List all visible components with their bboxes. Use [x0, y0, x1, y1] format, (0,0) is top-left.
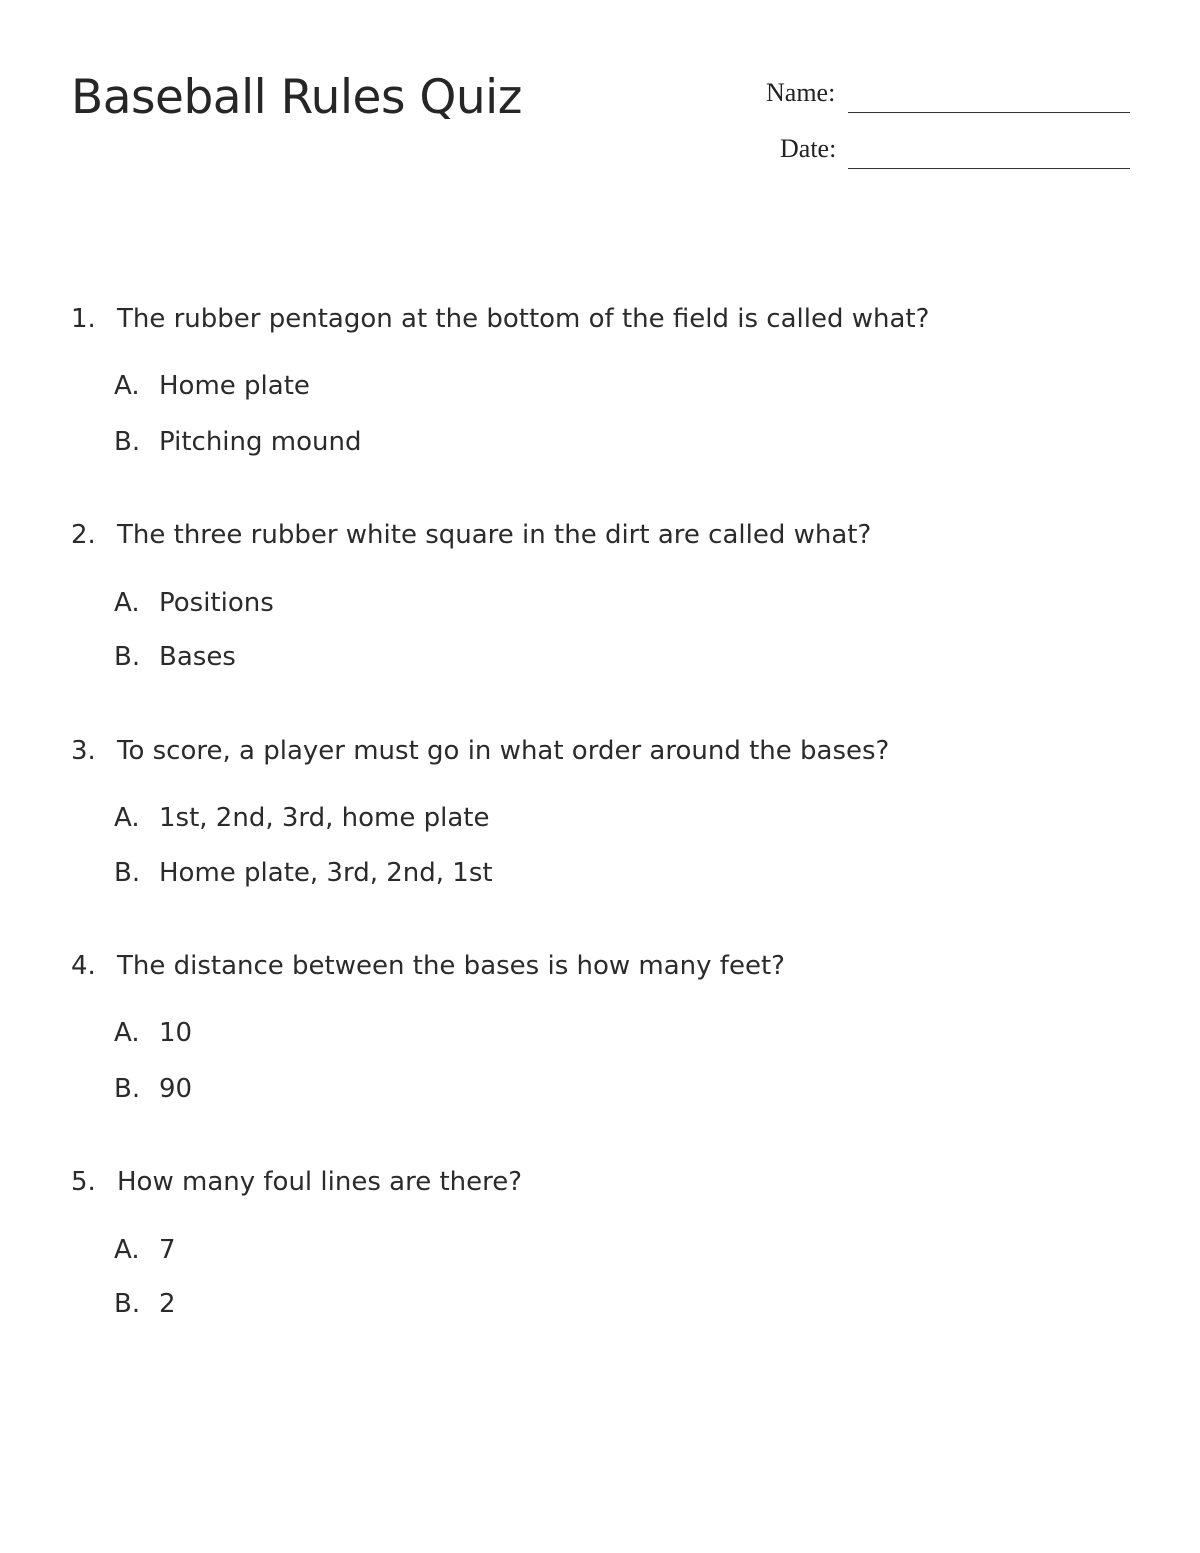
question-text: The rubber pentagon at the bottom of the field is called what?: [117, 304, 930, 334]
option-text: Pitching mound: [159, 427, 362, 457]
option-3a: [114, 803, 490, 833]
option-4b: [114, 1074, 192, 1104]
question-5: [71, 1167, 522, 1197]
question-2: [71, 520, 871, 550]
option-text: 1st, 2nd, 3rd, home plate: [159, 803, 490, 833]
option-5b: [114, 1289, 176, 1319]
question-number: 2.: [71, 520, 96, 550]
question-number: 3.: [71, 736, 96, 766]
question-number: 5.: [71, 1167, 96, 1197]
option-text: 10: [159, 1018, 193, 1048]
option-text: 2: [159, 1289, 176, 1319]
name-field: [766, 78, 835, 108]
option-letter: A.: [114, 1235, 140, 1265]
option-letter: A.: [114, 803, 140, 833]
option-1a: [114, 371, 310, 401]
date-field: [780, 134, 836, 164]
option-1b: [114, 427, 361, 457]
question-number: 1.: [71, 304, 96, 334]
date-label: Date:: [780, 134, 837, 163]
option-letter: B.: [114, 642, 141, 672]
option-2a: [114, 588, 274, 618]
question-number: 4.: [71, 951, 96, 981]
option-letter: B.: [114, 1074, 141, 1104]
option-text: 90: [159, 1074, 193, 1104]
page-title: Baseball Rules Quiz: [71, 70, 522, 125]
option-text: Home plate: [159, 371, 310, 401]
option-letter: A.: [114, 1018, 140, 1048]
question-text: How many foul lines are there?: [117, 1167, 523, 1197]
question-text: To score, a player must go in what order around the bases?: [117, 736, 890, 766]
date-blank-line[interactable]: [848, 168, 1130, 169]
name-blank-line[interactable]: [848, 112, 1130, 113]
option-letter: B.: [114, 427, 141, 457]
question-text: The distance between the bases is how many feet?: [117, 951, 785, 981]
question-text: The three rubber white square in the dirt are called what?: [117, 520, 872, 550]
option-3b: [114, 858, 493, 888]
option-4a: [114, 1018, 192, 1048]
option-text: Positions: [159, 588, 274, 618]
option-text: Bases: [159, 642, 236, 672]
option-letter: B.: [114, 1289, 141, 1319]
option-text: 7: [159, 1235, 176, 1265]
option-letter: A.: [114, 371, 140, 401]
question-3: [71, 736, 889, 766]
option-letter: B.: [114, 858, 141, 888]
option-letter: A.: [114, 588, 140, 618]
option-5a: [114, 1235, 176, 1265]
question-4: [71, 951, 785, 981]
option-2b: [114, 642, 236, 672]
name-label: Name:: [766, 78, 836, 107]
question-1: [71, 304, 929, 334]
option-text: Home plate, 3rd, 2nd, 1st: [159, 858, 493, 888]
